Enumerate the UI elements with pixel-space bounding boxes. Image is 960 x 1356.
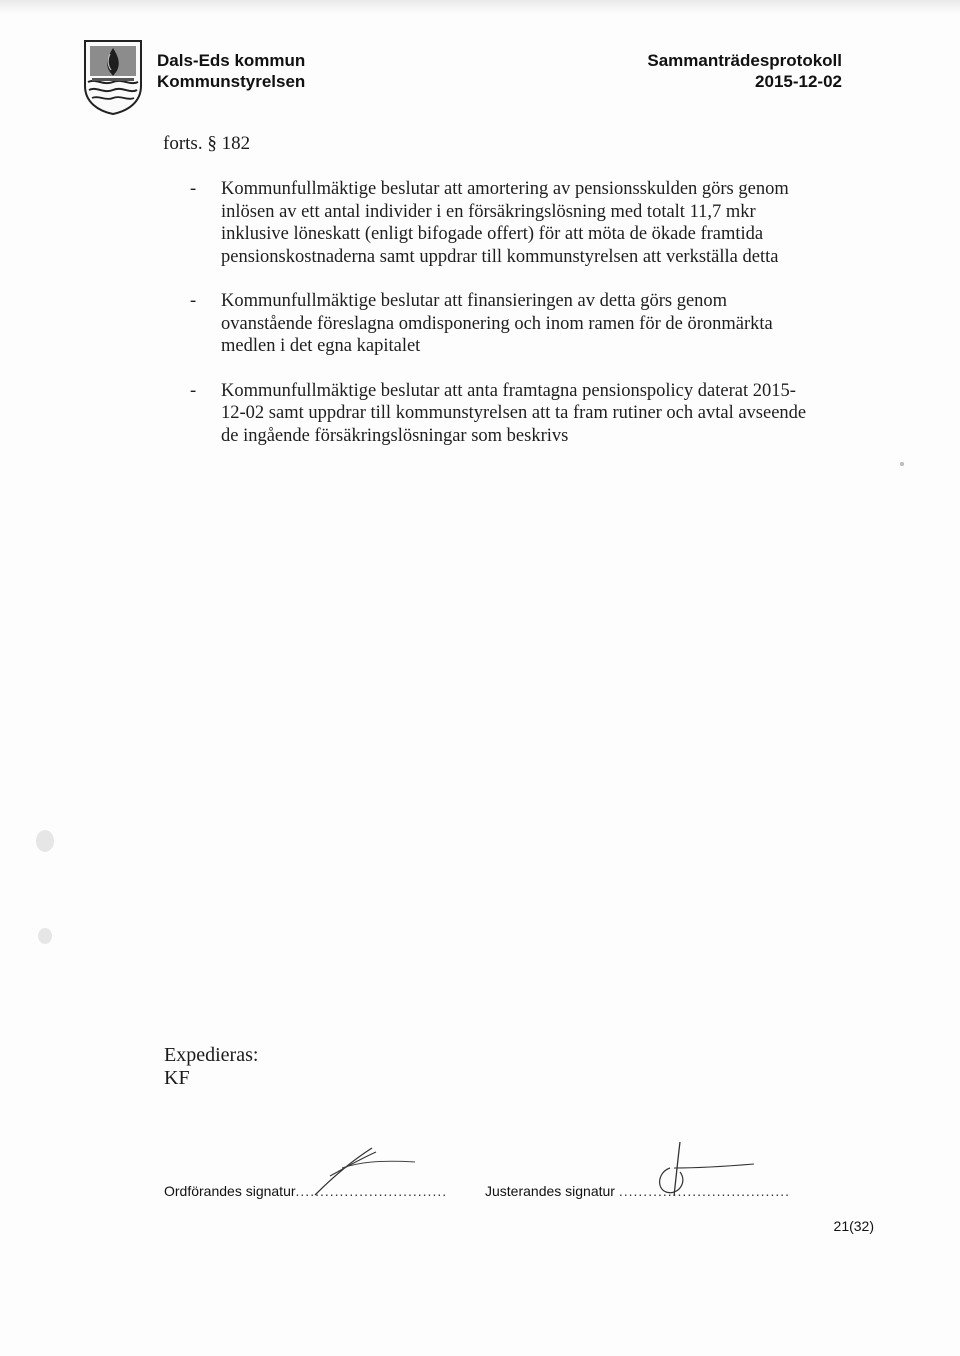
document-type: Sammanträdesprotokoll — [647, 51, 842, 70]
list-dash: - — [190, 291, 197, 311]
header-right — [647, 50, 842, 92]
header-left — [157, 50, 305, 92]
decision-text: Kommunfullmäktige beslutar att amortering av pensionsskulden görs genom inlösen av ett antal individer i en försäkringslösning med totalt 11,7 mkr inklusive löneskatt (enligt bifogade offert) för att möta de ökade framtida pensionskostnaderna samt uppdrar till kommunstyrelsen att verkställa detta — [221, 179, 789, 267]
scan-edge — [0, 0, 960, 14]
scan-speck — [38, 928, 52, 944]
organization-name: Dals-Eds kommun — [157, 51, 306, 70]
decision-list — [190, 178, 850, 469]
chair-signature-label: Ordförandes signatur — [164, 1183, 296, 1199]
adjuster-signature-label: Justerandes signatur — [485, 1183, 615, 1199]
decision-text: Kommunfullmäktige beslutar att anta framtagna pensionspolicy daterat 2015- 12-02 samt uppdrar till kommunstyrelsen att ta fram rutiner och avtal avseende de ingående försäkringslösningar som beskrivs — [221, 380, 807, 446]
scan-speck — [36, 830, 54, 852]
adjuster-signature-dots: ................................... — [618, 1183, 790, 1199]
section-reference: forts. § 182 — [163, 133, 251, 154]
decision-text: Kommunfullmäktige beslutar att finansieringen av detta görs genom ovanstående föreslagna omdisponering och inom ramen för de öronmärkta medlen i det egna kapitalet — [221, 291, 773, 356]
coat-of-arms-logo — [82, 38, 144, 116]
decision-item — [190, 290, 850, 358]
list-dash: - — [190, 380, 197, 401]
committee-name: Kommunstyrelsen — [157, 72, 306, 91]
distribution-block — [164, 1044, 258, 1090]
decision-item — [190, 178, 850, 268]
distribution-recipient: KF — [164, 1067, 190, 1089]
distribution-label: Expedieras: — [164, 1044, 259, 1066]
adjuster-handwritten-signature — [650, 1138, 760, 1202]
decision-item — [190, 380, 850, 448]
list-dash: - — [190, 179, 197, 199]
page-number: 21(32) — [833, 1218, 874, 1234]
meeting-date: 2015-12-02 — [755, 72, 842, 91]
scan-speck — [900, 462, 904, 466]
chair-signature-dots: ............................... — [295, 1183, 448, 1199]
chair-handwritten-signature — [300, 1140, 430, 1200]
